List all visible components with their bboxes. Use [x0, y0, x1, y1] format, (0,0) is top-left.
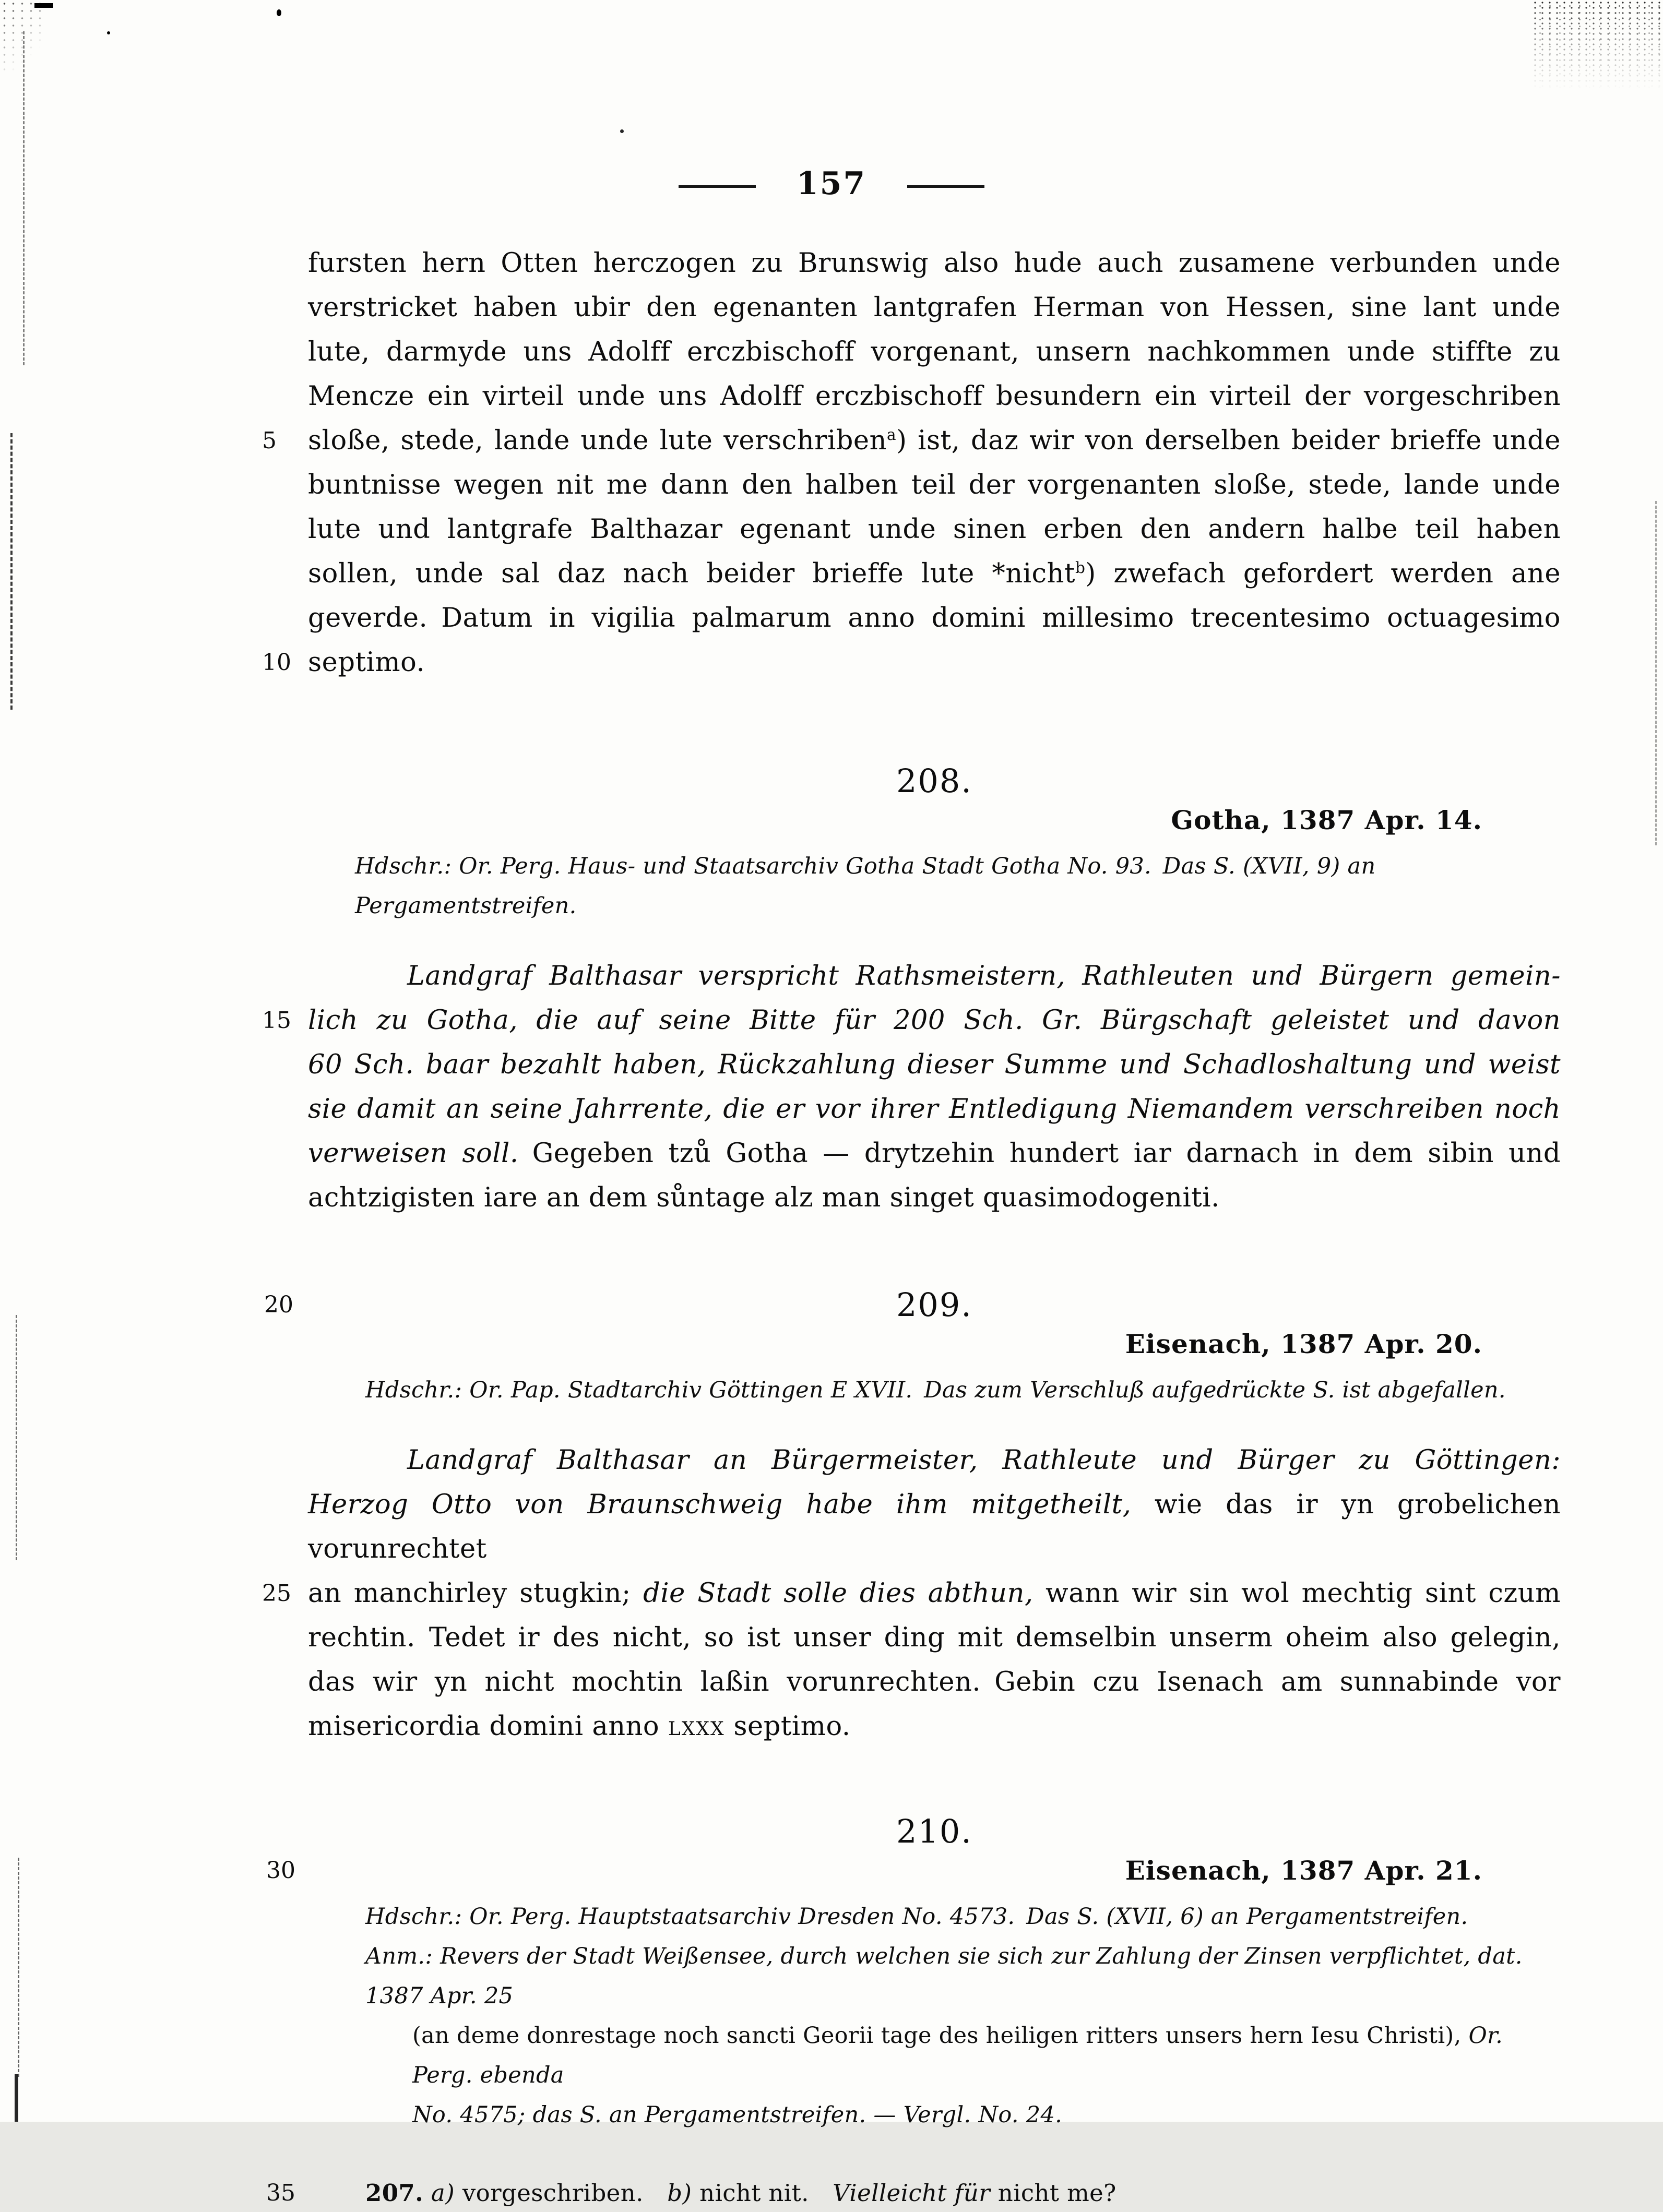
line-text: Landgraf Balthasar verspricht Rathsmeistern, Rathleuten und Bürgern gemein-: [407, 961, 1561, 991]
text-line: [308, 552, 1561, 596]
entry-source-line: Hdschr.: Or. Perg. Hauptstaatsarchiv Dresden No. 4573. Das S. (XVII, 6) an Pergamentstreifen.: [365, 1904, 1468, 1930]
text-line: [262, 998, 1561, 1043]
line-text: ) zwefach gefordert werden ane: [1085, 558, 1561, 589]
text-line: [308, 596, 1561, 640]
line-text-italic: verweisen soll.: [308, 1138, 519, 1169]
line-text: septimo.: [308, 647, 425, 678]
line-text-italic: Herzog Otto von Braunschweig habe ihm mitgetheilt,: [308, 1489, 1132, 1520]
line-text: Mencze ein virteil unde uns Adolff erczbischoff besundern ein virteil der vorgeschriben: [308, 381, 1561, 412]
line-text: verstricket haben ubir den egenanten lantgrafen Herman von Hessen, sine lant unde: [308, 292, 1561, 323]
entry-annotation-line: [308, 2016, 1561, 2095]
line-text: 60 Sch. baar bezahlt haben, Rückzahlung dieser Summe und Schadloshaltung und weist: [308, 1049, 1561, 1080]
text-line: [262, 419, 1561, 463]
entry-dateline: [266, 1852, 1561, 1890]
entry-dateline: Eisenach, 1387 Apr. 20.: [1125, 1329, 1482, 1359]
footnote-entry-ref: 207.: [365, 2179, 424, 2207]
entry-208: [262, 761, 1561, 1220]
line-text: achtzigisten iare an dem sůntage alz man singet quasimodogeniti.: [308, 1182, 1220, 1213]
entry-dateline: Gotha, 1387 Apr. 14.: [1171, 805, 1482, 835]
apparatus-footnote: [266, 2174, 1561, 2212]
line-text-roman: (an deme donrestage noch sancti Georii tage des heiligen ritters unsers hern Iesu Christi),: [412, 2023, 1469, 2049]
line-text: lute, darmyde uns Adolff erczbischoff vorgenant, unsern nachkommen unde stiffte zu: [308, 337, 1561, 367]
text-line: [308, 1660, 1561, 1704]
scan-edge-line: [15, 2074, 18, 2122]
line-text-roman: Gegeben tzů Gotha — drytzehin hundert iar darnach in dem sibin und: [518, 1138, 1561, 1169]
line-text: sollen, unde sal daz nach beider brieffe lute *nicht: [308, 558, 1075, 589]
entry-number: 210.: [896, 1812, 973, 1850]
footnote-marker-b: b: [1075, 559, 1086, 577]
entry-annotation-line: No. 4575; das S. an Pergamentstreifen. — Vergl. No. 24.: [412, 2102, 1063, 2128]
entry-209: [262, 1285, 1561, 1749]
line-text: lute und lantgrafe Balthazar egenant unde sinen erben den andern halbe teil haben: [308, 514, 1561, 545]
text-line: [308, 1704, 1561, 1749]
margin-line-number-10: 10: [262, 649, 291, 676]
entry-source-line: Hdschr.: Or. Pap. Stadtarchiv Göttingen E XVII. Das zum Verschluß aufgedrückte S. ist abgefallen.: [365, 1377, 1506, 1403]
footnote-variant-label: b): [667, 2179, 692, 2207]
footnote-editor-remark-roman: nicht me?: [990, 2179, 1116, 2207]
margin-line-number-35: 35: [266, 2180, 295, 2206]
text-line: [308, 1087, 1561, 1131]
line-text: Landgraf Balthasar an Bürgermeister, Rathleute und Bürger zu Göttingen:: [407, 1445, 1561, 1476]
text-column: [262, 0, 1561, 2212]
line-text: das wir yn nicht mochtin laßin vorunrechten. Gebin czu Isenach am sunnabinde vor: [308, 1667, 1561, 1697]
scan-mark-top: [34, 3, 53, 8]
entry-number: [264, 1285, 1561, 1325]
scan-speck: [277, 9, 281, 16]
text-line: [262, 640, 1561, 685]
entry-source-line: Hdschr.: Or. Perg. Haus- und Staatsarchiv Gotha Stadt Gotha No. 93. Das S. (XVII, 9) an Pergamentstreifen.: [355, 853, 1376, 919]
line-text-italic: die Stadt solle dies abthun,: [643, 1578, 1034, 1609]
line-text: sloße, stede, lande unde lute verschriben: [308, 425, 887, 456]
text-line: [308, 1043, 1561, 1087]
line-text: lich zu Gotha, die auf seine Bitte für 200 Sch. Gr. Bürgschaft geleistet und davon: [308, 1005, 1561, 1036]
margin-line-number-30: 30: [266, 1857, 295, 1884]
line-text: fursten hern Otten herczogen zu Brunswig also hude auch zusamene verbunden unde: [308, 248, 1561, 279]
entry-number: 208.: [896, 762, 973, 800]
line-text: septimo.: [724, 1711, 851, 1742]
line-text: buntnisse wegen nit me dann den halben teil der vorgenanten sloße, stede, lande unde: [308, 470, 1561, 500]
text-line: [308, 374, 1561, 419]
margin-line-number-5: 5: [262, 427, 277, 454]
text-line: [308, 285, 1561, 330]
margin-line-number-15: 15: [262, 1007, 291, 1034]
text-line: [308, 1131, 1561, 1176]
scan-speck: [107, 31, 110, 34]
entry-dateline-text: Eisenach, 1387 Apr. 21.: [1125, 1855, 1482, 1886]
text-line: [308, 241, 1561, 285]
text-line: [262, 1571, 1561, 1616]
text-line: [308, 1176, 1561, 1220]
footnote-variant-text: vorgeschriben.: [455, 2179, 668, 2207]
line-text: sie damit an seine Jahrrente, die er vor ihrer Entledigung Niemandem verschreiben noch: [308, 1094, 1561, 1125]
text-line: [308, 954, 1561, 998]
text-line: [308, 330, 1561, 374]
scan-edge-line: [10, 433, 13, 710]
entry-annotation-line: Anm.: Revers der Stadt Weißensee, durch welchen sie sich zur Zahlung der Zinsen verpflichtet, dat. 1387 Apr. 25: [365, 1943, 1523, 2009]
line-text: rechtin. Tedet ir des nicht, so ist unser ding mit demselbin unserm oheim also gelegin,: [308, 1622, 1561, 1653]
line-text: misericordia domini anno: [308, 1711, 668, 1742]
text-line: [308, 1616, 1561, 1660]
footnote-variant-text: nicht nit.: [692, 2179, 833, 2207]
line-text-roman: wann wir sin wol mechtig sint czum: [1033, 1578, 1561, 1609]
footnote-variant-label: a): [431, 2179, 455, 2207]
document-207-continuation: [262, 0, 1561, 685]
scan-noise-top-left: [0, 0, 44, 73]
text-line: [308, 507, 1561, 552]
line-text-italic: Or. Perg. ebenda: [412, 2023, 1503, 2088]
entry-regest: [262, 1438, 1561, 1749]
footnote-editor-remark-italic: Vielleicht für: [833, 2179, 991, 2207]
margin-line-number-20: 20: [264, 1292, 293, 1318]
scan-edge-line: [1655, 501, 1657, 845]
text-line: [308, 1482, 1561, 1571]
margin-line-number-25: 25: [262, 1580, 291, 1607]
entry-regest: [262, 954, 1561, 1220]
entry-210: [266, 1811, 1561, 2135]
entry-number-text: 209.: [896, 1286, 973, 1324]
line-text: ) ist, daz wir von derselben beider brieffe unde: [896, 425, 1561, 456]
scan-edge-line: [18, 1858, 19, 2077]
text-line: [308, 1438, 1561, 1482]
line-text-roman: wie das ir yn grobelichen vorunrechtet: [308, 1489, 1561, 1564]
page-number: 157: [796, 165, 867, 202]
footnote-marker-a: a: [886, 426, 897, 444]
scan-edge-line: [16, 1315, 17, 1560]
line-text: geverde. Datum in vigilia palmarum anno domini millesimo trecentesimo octuagesimo: [308, 603, 1561, 633]
roman-numeral-small-caps: lxxx: [668, 1711, 725, 1742]
line-text-roman: an manchirley stugkin;: [308, 1578, 644, 1609]
text-line: [308, 463, 1561, 507]
